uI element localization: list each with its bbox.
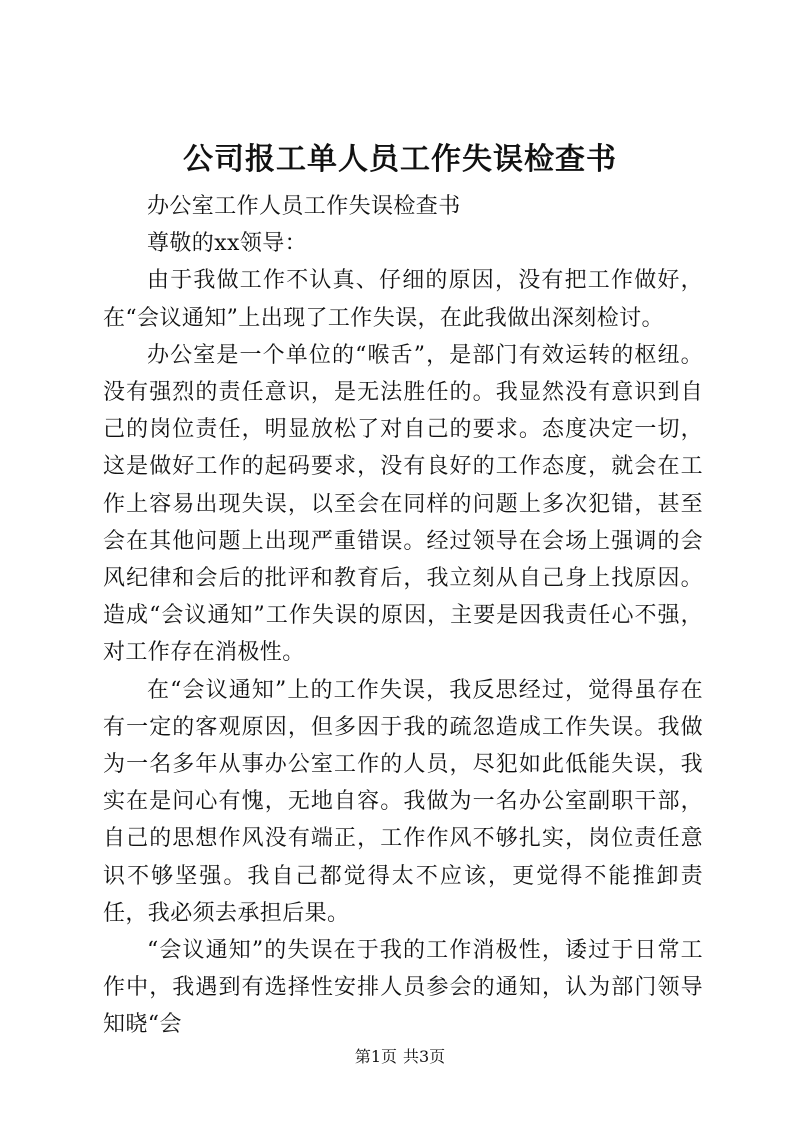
body-paragraph: “会议通知”的失误在于我的工作消极性，诿过于日常工作中，我遇到有选择性安排人员参会的通知，认为部门领导知晓“会 bbox=[103, 938, 703, 1038]
page-number: 第1页 bbox=[354, 1047, 397, 1066]
body-paragraph: 办公室是一个单位的“喉舌”，是部门有效运转的枢纽。没有强烈的责任意识，是无法胜任的。我显然没有意识到自己的岗位责任，明显放松了对自己的要求。态度决定一切，这是做好工作的起码要求，没有良好的工作态度，就会在工作上容易出现失误，以至会在同样的问题上多次犯错，甚至会在其他问题上出现严重错误。经过领导在会场上强调的会风纪律和会后的批评和教育后，我立刻从自己身上找原因。造成“会议通知”工作失误的原因，主要是因我责任心不强，对工作存在消极性。 bbox=[103, 342, 703, 666]
subtitle-paragraph: 办公室工作人员工作失误检查书 bbox=[147, 194, 461, 219]
document-body bbox=[103, 188, 703, 1044]
salutation-paragraph: 尊敬的xx领导： bbox=[147, 231, 308, 257]
document-title: 公司报工单人员工作失误检查书 bbox=[183, 142, 617, 177]
page-total: 共3页 bbox=[403, 1047, 446, 1066]
page-footer bbox=[0, 1047, 800, 1067]
body-paragraph: 在“会议通知”上的工作失误，我反思经过，觉得虽存在有一定的客观原因，但多因于我的疏忽造成工作失误。我做为一名多年从事办公室工作的人员，尽犯如此低能失误，我实在是问心有愧，无地自容。我做为一名办公室副职干部，自己的思想作风没有端正，工作作风不够扎实，岗位责任意识不够坚强。我自己都觉得太不应该，更觉得不能推卸责任，我必须去承担后果。 bbox=[103, 677, 703, 926]
body-paragraph: 由于我做工作不认真、仔细的原因，没有把工作做好，在“会议通知”上出现了工作失误，在此我做出深刻检讨。 bbox=[103, 268, 703, 331]
